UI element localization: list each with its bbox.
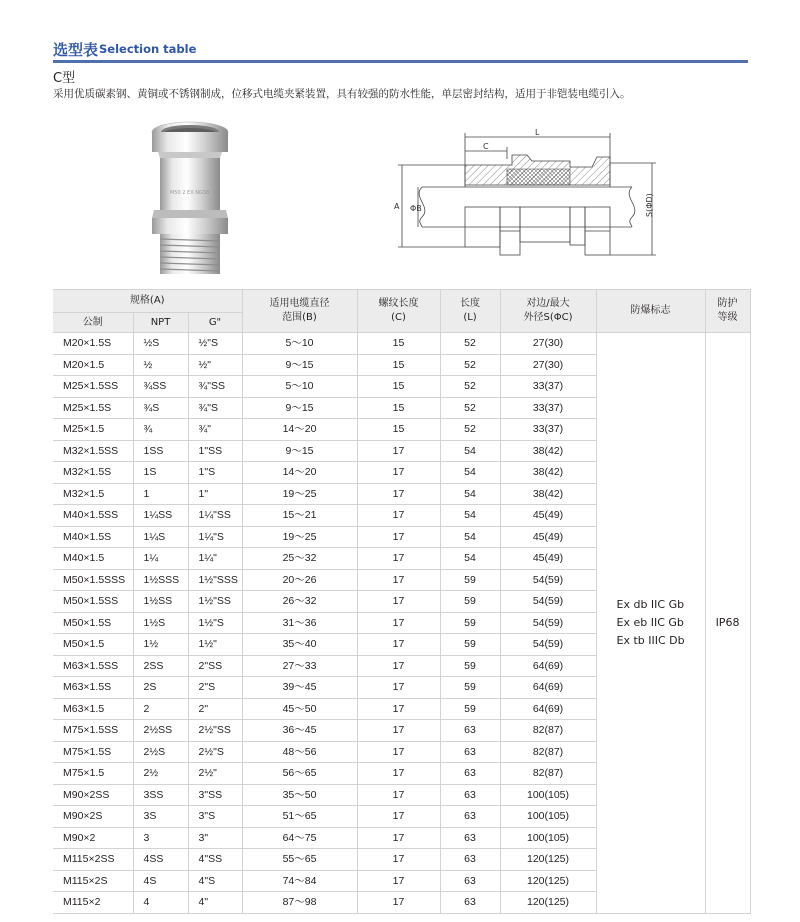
cell-across-flats: 100(105) [500,827,596,849]
cell-npt: 1 [133,483,188,505]
cell-cable-range: 14～20 [242,462,357,484]
dimension-drawing [392,127,662,272]
cell-g: 2"S [188,677,242,699]
cell-length: 52 [440,419,500,441]
cell-metric: M90×2SS [53,784,133,806]
dim-label-b: ΦB [410,204,422,213]
cell-cable-range: 51～65 [242,806,357,828]
cell-g: 1¼"SS [188,505,242,527]
cell-thread-length: 17 [357,505,440,527]
cell-g: 2½"SS [188,720,242,742]
cell-npt: ¾ [133,419,188,441]
cell-metric: M75×1.5SS [53,720,133,742]
cell-g: ¾"SS [188,376,242,398]
cell-metric: M75×1.5S [53,741,133,763]
cell-g: 4"S [188,870,242,892]
cell-g: 1½" [188,634,242,656]
product-photo [140,118,240,280]
cell-metric: M75×1.5 [53,763,133,785]
cell-thread-length: 17 [357,612,440,634]
cell-g: ½" [188,354,242,376]
cell-npt: 2½S [133,741,188,763]
cell-cable-range: 9～15 [242,440,357,462]
cell-npt: 3SS [133,784,188,806]
cell-npt: 1SS [133,440,188,462]
cell-metric: M20×1.5 [53,354,133,376]
cell-cable-range: 9～15 [242,397,357,419]
cell-metric: M25×1.5S [53,397,133,419]
dim-label-s: S(ΦD) [645,193,654,217]
cell-length: 59 [440,569,500,591]
cell-npt: 4SS [133,849,188,871]
cell-thread-length: 17 [357,569,440,591]
cell-thread-length: 15 [357,397,440,419]
cell-cable-range: 5～10 [242,333,357,355]
dim-label-a: A [394,202,400,211]
cell-length: 63 [440,806,500,828]
cell-thread-length: 17 [357,526,440,548]
cell-npt: 1½ [133,634,188,656]
cell-g: 1¼"S [188,526,242,548]
cell-length: 59 [440,655,500,677]
cell-npt: ½S [133,333,188,355]
header-npt: NPT [133,313,188,333]
cell-npt: 4 [133,892,188,914]
cell-metric: M63×1.5SS [53,655,133,677]
product-description: 采用优质碳素钢、黄铜或不锈钢制成，位移式电缆夹紧装置，具有较强的防水性能，单层密封结构，适用于非铠装电缆引入。 [53,88,631,100]
cell-thread-length: 17 [357,462,440,484]
dim-label-c: C [483,142,489,151]
cell-across-flats: 45(49) [500,548,596,570]
svg-text:M50 2 EX NGSB: M50 2 EX NGSB [170,190,210,196]
cell-metric: M32×1.5 [53,483,133,505]
cell-across-flats: 45(49) [500,526,596,548]
cell-length: 52 [440,397,500,419]
cell-g: 1½"SS [188,591,242,613]
ex-mark-line: Ex eb IIC Gb [616,615,684,629]
cell-cable-range: 15～21 [242,505,357,527]
cell-thread-length: 15 [357,354,440,376]
cell-npt: ¾SS [133,376,188,398]
cell-cable-range: 39～45 [242,677,357,699]
cell-metric: M90×2S [53,806,133,828]
cell-length: 54 [440,483,500,505]
header-metric: 公制 [53,313,133,333]
header-thread-length: 螺纹长度 (C) [357,290,440,333]
cell-thread-length: 17 [357,440,440,462]
cell-across-flats: 64(69) [500,655,596,677]
cell-g: 3" [188,827,242,849]
cell-length: 54 [440,548,500,570]
cell-length: 63 [440,784,500,806]
cell-across-flats: 33(37) [500,376,596,398]
section-header [53,38,748,63]
cell-g: 3"S [188,806,242,828]
cell-metric: M40×1.5SS [53,505,133,527]
cell-cable-range: 48～56 [242,741,357,763]
header-ip-rating: 防护 等级 [705,290,750,333]
cell-across-flats: 82(87) [500,741,596,763]
cell-cable-range: 20～26 [242,569,357,591]
cell-length: 54 [440,462,500,484]
cell-cable-range: 74～84 [242,870,357,892]
cell-length: 59 [440,634,500,656]
cell-across-flats: 38(42) [500,462,596,484]
cell-thread-length: 17 [357,698,440,720]
cell-across-flats: 100(105) [500,784,596,806]
cell-metric: M25×1.5SS [53,376,133,398]
cell-length: 54 [440,440,500,462]
cell-metric: M115×2SS [53,849,133,871]
cell-cable-range: 25～32 [242,548,357,570]
cell-thread-length: 17 [357,827,440,849]
cell-length: 54 [440,526,500,548]
cell-g: ¾"S [188,397,242,419]
cell-npt: 1¼SS [133,505,188,527]
cell-thread-length: 17 [357,483,440,505]
cell-length: 63 [440,763,500,785]
cell-g: 1" [188,483,242,505]
cell-across-flats: 54(59) [500,612,596,634]
cell-thread-length: 15 [357,376,440,398]
cell-across-flats: 27(30) [500,354,596,376]
cell-npt: 1¼S [133,526,188,548]
cell-thread-length: 17 [357,870,440,892]
cell-cable-range: 45～50 [242,698,357,720]
cell-ex-marks [596,333,705,914]
cell-metric: M50×1.5 [53,634,133,656]
cell-length: 52 [440,376,500,398]
cell-cable-range: 27～33 [242,655,357,677]
cell-length: 59 [440,677,500,699]
selection-table [53,289,751,914]
cell-metric: M32×1.5S [53,462,133,484]
cell-npt: 1S [133,462,188,484]
header-spec-group: 规格(A) [53,290,242,313]
section-title-en: Selection table [99,42,197,56]
cell-g: 2½" [188,763,242,785]
cell-cable-range: 36～45 [242,720,357,742]
cell-length: 59 [440,591,500,613]
cell-thread-length: 17 [357,548,440,570]
cell-metric: M90×2 [53,827,133,849]
header-cable-range: 适用电缆直径 范围(B) [242,290,357,333]
cell-length: 63 [440,827,500,849]
cell-thread-length: 15 [357,333,440,355]
table-row [53,333,750,355]
cell-ip-rating: IP68 [705,333,750,914]
ex-mark-line: Ex db IIC Gb [616,597,685,611]
cell-g: 4"SS [188,849,242,871]
cell-cable-range: 14～20 [242,419,357,441]
cell-g: 2" [188,698,242,720]
cell-g: 1¼" [188,548,242,570]
cell-g: ¾" [188,419,242,441]
cell-length: 63 [440,870,500,892]
cell-metric: M40×1.5 [53,548,133,570]
cell-cable-range: 31～36 [242,612,357,634]
cell-across-flats: 54(59) [500,634,596,656]
cell-cable-range: 19～25 [242,483,357,505]
cell-npt: 3 [133,827,188,849]
cell-npt: 2 [133,698,188,720]
cell-metric: M25×1.5 [53,419,133,441]
cell-metric: M115×2S [53,870,133,892]
cell-across-flats: 38(42) [500,440,596,462]
cell-across-flats: 120(125) [500,849,596,871]
cell-across-flats: 64(69) [500,677,596,699]
cell-npt: ½ [133,354,188,376]
cell-thread-length: 17 [357,784,440,806]
cell-metric: M63×1.5 [53,698,133,720]
cell-npt: 3S [133,806,188,828]
cell-length: 63 [440,720,500,742]
cell-length: 63 [440,849,500,871]
cell-across-flats: 120(125) [500,892,596,914]
cell-thread-length: 15 [357,419,440,441]
cell-across-flats: 54(59) [500,569,596,591]
product-type-label: C型 [53,71,76,86]
cell-across-flats: 64(69) [500,698,596,720]
cell-g: 3"SS [188,784,242,806]
cell-thread-length: 17 [357,763,440,785]
cell-across-flats: 120(125) [500,870,596,892]
cell-length: 59 [440,698,500,720]
cell-metric: M50×1.5SS [53,591,133,613]
cell-g: 1"S [188,462,242,484]
cell-npt: 2SS [133,655,188,677]
cell-length: 63 [440,741,500,763]
cell-cable-range: 35～50 [242,784,357,806]
cell-cable-range: 56～65 [242,763,357,785]
cell-across-flats: 38(42) [500,483,596,505]
cell-metric: M20×1.5S [53,333,133,355]
cell-cable-range: 19～25 [242,526,357,548]
cell-cable-range: 35～40 [242,634,357,656]
cell-g: ½"S [188,333,242,355]
cell-length: 54 [440,505,500,527]
cell-npt: 2½SS [133,720,188,742]
cell-across-flats: 27(30) [500,333,596,355]
cell-cable-range: 9～15 [242,354,357,376]
header-length: 长度 (L) [440,290,500,333]
cell-npt: ¾S [133,397,188,419]
cell-thread-length: 17 [357,655,440,677]
cell-npt: 1½SS [133,591,188,613]
cell-g: 2½"S [188,741,242,763]
cell-across-flats: 100(105) [500,806,596,828]
cell-npt: 1½S [133,612,188,634]
cell-g: 2"SS [188,655,242,677]
cell-thread-length: 17 [357,677,440,699]
cell-thread-length: 17 [357,591,440,613]
cell-thread-length: 17 [357,720,440,742]
cell-metric: M50×1.5SSS [53,569,133,591]
cell-cable-range: 87～98 [242,892,357,914]
dim-label-l: L [535,128,540,137]
cell-metric: M32×1.5SS [53,440,133,462]
cell-metric: M63×1.5S [53,677,133,699]
cell-g: 1"SS [188,440,242,462]
cell-g: 1½"SSS [188,569,242,591]
cell-length: 52 [440,354,500,376]
cell-g: 4" [188,892,242,914]
ex-mark-line: Ex tb IIIC Db [616,633,685,647]
cell-cable-range: 64～75 [242,827,357,849]
cell-metric: M40×1.5S [53,526,133,548]
cell-thread-length: 17 [357,892,440,914]
cell-npt: 1½SSS [133,569,188,591]
cell-across-flats: 82(87) [500,763,596,785]
header-g: G" [188,313,242,333]
cell-length: 59 [440,612,500,634]
cell-length: 63 [440,892,500,914]
cell-thread-length: 17 [357,806,440,828]
cell-thread-length: 17 [357,634,440,656]
cell-thread-length: 17 [357,741,440,763]
cell-npt: 2½ [133,763,188,785]
cell-cable-range: 5～10 [242,376,357,398]
header-across-flats: 对边/最大 外径S(ΦC) [500,290,596,333]
cell-across-flats: 54(59) [500,591,596,613]
section-title-cn: 选型表 [53,41,99,59]
cell-cable-range: 26～32 [242,591,357,613]
cell-npt: 1¼ [133,548,188,570]
cell-g: 1½"S [188,612,242,634]
cell-across-flats: 45(49) [500,505,596,527]
cell-thread-length: 17 [357,849,440,871]
header-ex-mark: 防爆标志 [596,290,705,333]
cell-npt: 2S [133,677,188,699]
cell-npt: 4S [133,870,188,892]
cell-metric: M115×2 [53,892,133,914]
cell-metric: M50×1.5S [53,612,133,634]
cell-across-flats: 33(37) [500,419,596,441]
cell-across-flats: 82(87) [500,720,596,742]
cell-cable-range: 55～65 [242,849,357,871]
cell-length: 52 [440,333,500,355]
cell-across-flats: 33(37) [500,397,596,419]
